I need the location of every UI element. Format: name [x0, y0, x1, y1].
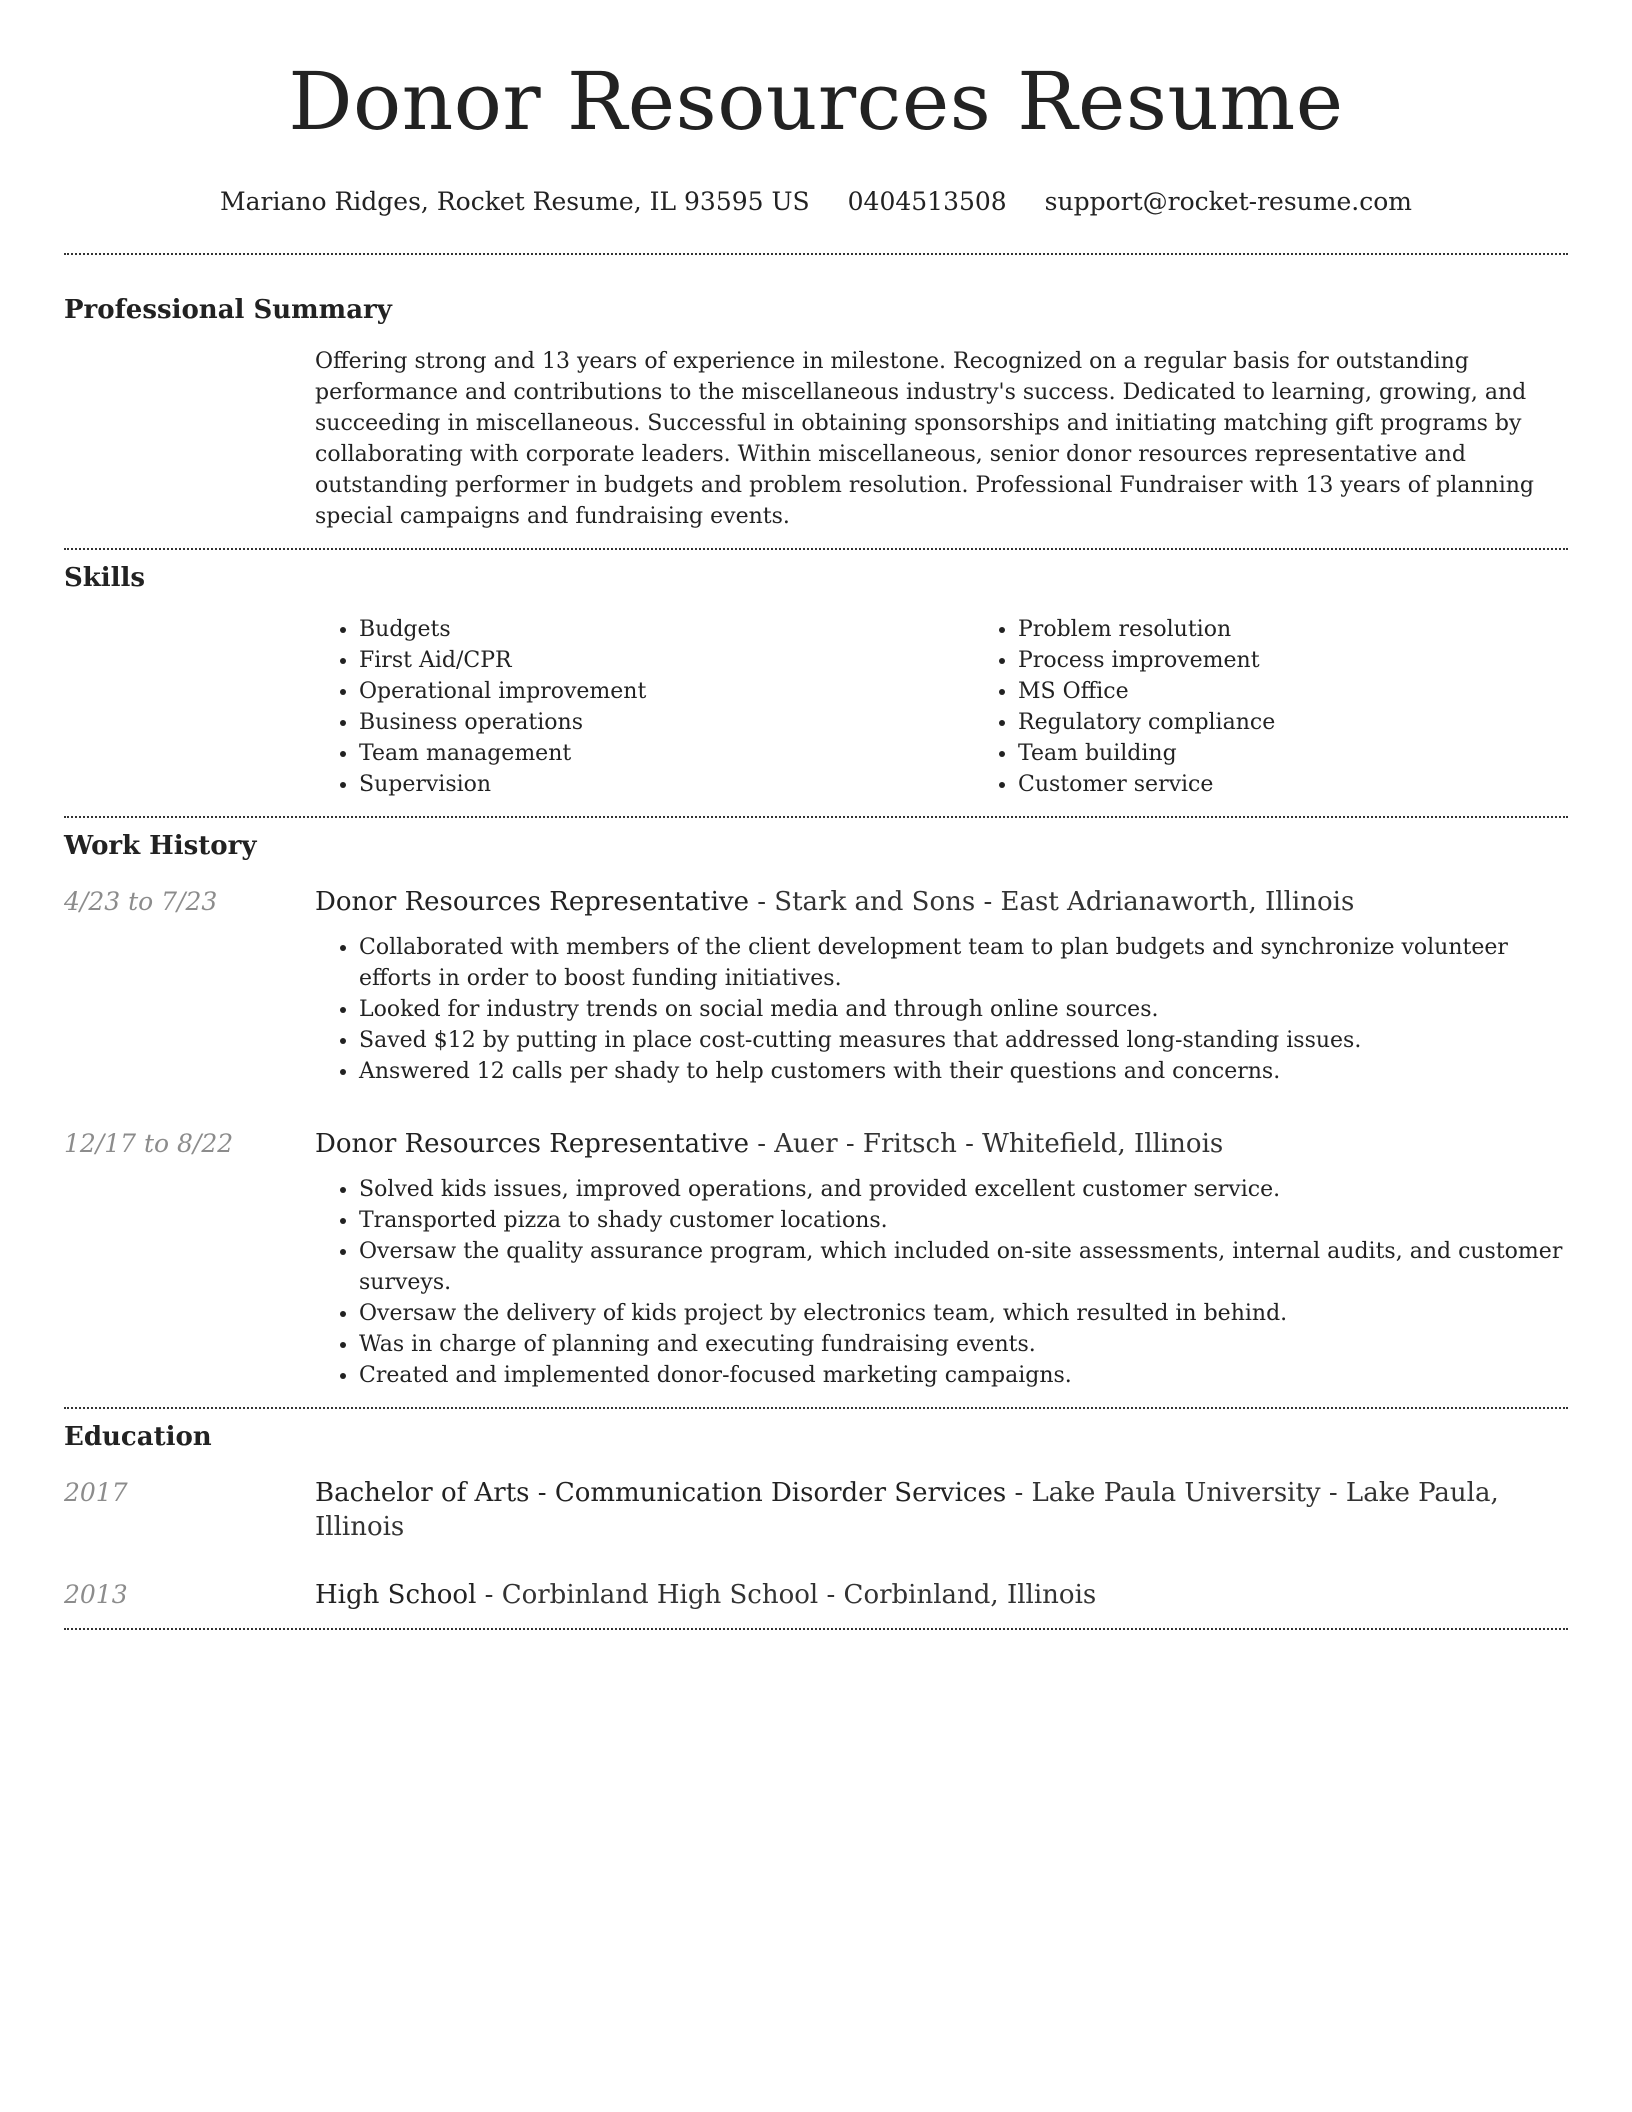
education-school: - Lake Paula University - Lake Paula, Illinois	[315, 1478, 1499, 1542]
job-bullets	[315, 932, 1568, 1087]
education-school: - Corbinland High School - Corbinland, Illinois	[476, 1580, 1097, 1610]
address: Mariano Ridges, Rocket Resume, IL 93595 US	[220, 187, 810, 216]
education-degree: Bachelor of Arts - Communication Disorder Services	[315, 1478, 1007, 1508]
job-bullet: • Answered 12 calls per shady to help customers with their questions and concerns.	[359, 1056, 1568, 1087]
job-heading	[315, 1127, 1568, 1161]
education-entry	[64, 1578, 1568, 1612]
job-bullet: • Solved kids issues, improved operations, and provided excellent customer service.	[359, 1174, 1568, 1205]
skill-item: • Problem resolution	[1018, 614, 1632, 645]
work-section	[64, 818, 1568, 1407]
skill-item: • Budgets	[359, 614, 974, 645]
job-org: - Auer - Fritsch - Whitefield, Illinois	[748, 1129, 1224, 1159]
skill-item: • Business operations	[359, 707, 974, 738]
job-bullet: • Transported pizza to shady customer locations.	[359, 1205, 1568, 1236]
job-date: 4/23 to 7/23	[64, 887, 218, 916]
skills-list-right	[974, 614, 1632, 800]
education-heading	[315, 1476, 1568, 1544]
job-title: Donor Resources Representative	[315, 1129, 749, 1159]
skill-item: • Customer service	[1018, 769, 1632, 800]
skill-item: • MS Office	[1018, 676, 1632, 707]
job-bullet: • Saved $12 by putting in place cost-cutting measures that addressed long-standing issues.	[359, 1025, 1568, 1056]
skill-item: • Process improvement	[1018, 645, 1632, 676]
job-bullet: • Oversaw the quality assurance program, which included on-site assessments, internal audits, and customer surveys.	[359, 1236, 1568, 1298]
skill-item: • Team management	[359, 738, 974, 769]
job-heading	[315, 885, 1568, 919]
skills-section	[64, 550, 1568, 816]
job-entry	[64, 885, 1568, 1087]
summary-text: Offering strong and 13 years of experience in milestone. Recognized on a regular basis for outstanding performance and contributions to the miscellaneous industry's success. Dedicated to learning, growing, and succeeding in miscellaneous. Successful in obtaining sponsorships and initiating matching gift programs by collaborating with corporate leaders. Within miscellaneous, senior donor resources representative and outstanding performer in budgets and problem resolution. Professional Fundraiser with 13 years of planning special campaigns and fundraising events.	[315, 349, 1535, 529]
education-heading	[315, 1578, 1568, 1612]
job-bullet: • Oversaw the delivery of kids project by electronics team, which resulted in behind.	[359, 1298, 1568, 1329]
phone: 0404513508	[847, 187, 1007, 216]
job-bullet: • Collaborated with members of the client development team to plan budgets and synchronize volunteer efforts in order to boost funding initiatives.	[359, 932, 1568, 994]
education-degree: High School	[315, 1580, 477, 1610]
job-entry	[64, 1127, 1568, 1391]
skills-list-left	[315, 614, 974, 800]
job-bullet: • Created and implemented donor-focused marketing campaigns.	[359, 1360, 1568, 1391]
section-title-skills: Skills	[64, 563, 146, 593]
education-date: 2017	[64, 1478, 128, 1507]
skill-item: • Operational improvement	[359, 676, 974, 707]
job-org: - Stark and Sons - East Adrianaworth, Illinois	[748, 887, 1355, 917]
email: support@rocket-resume.com	[1044, 187, 1412, 216]
skill-item: • First Aid/CPR	[359, 645, 974, 676]
section-title-summary: Professional Summary	[64, 295, 392, 325]
section-title-education: Education	[64, 1422, 212, 1452]
section-title-work: Work History	[64, 831, 257, 861]
education-section	[64, 1409, 1568, 1628]
education-entry	[64, 1476, 1568, 1544]
education-date: 2013	[64, 1580, 128, 1609]
page-title: Donor Resources Resume	[288, 55, 1344, 148]
skill-item: • Team building	[1018, 738, 1632, 769]
summary-section	[64, 255, 1568, 548]
divider	[64, 1628, 1568, 1630]
job-bullets	[315, 1174, 1568, 1391]
skill-item: • Regulatory compliance	[1018, 707, 1632, 738]
job-bullet: • Looked for industry trends on social media and through online sources.	[359, 994, 1568, 1025]
skill-item: • Supervision	[359, 769, 974, 800]
job-title: Donor Resources Representative	[315, 887, 749, 917]
job-date: 12/17 to 8/22	[64, 1129, 234, 1158]
contact-line	[64, 186, 1568, 218]
job-bullet: • Was in charge of planning and executing fundraising events.	[359, 1329, 1568, 1360]
